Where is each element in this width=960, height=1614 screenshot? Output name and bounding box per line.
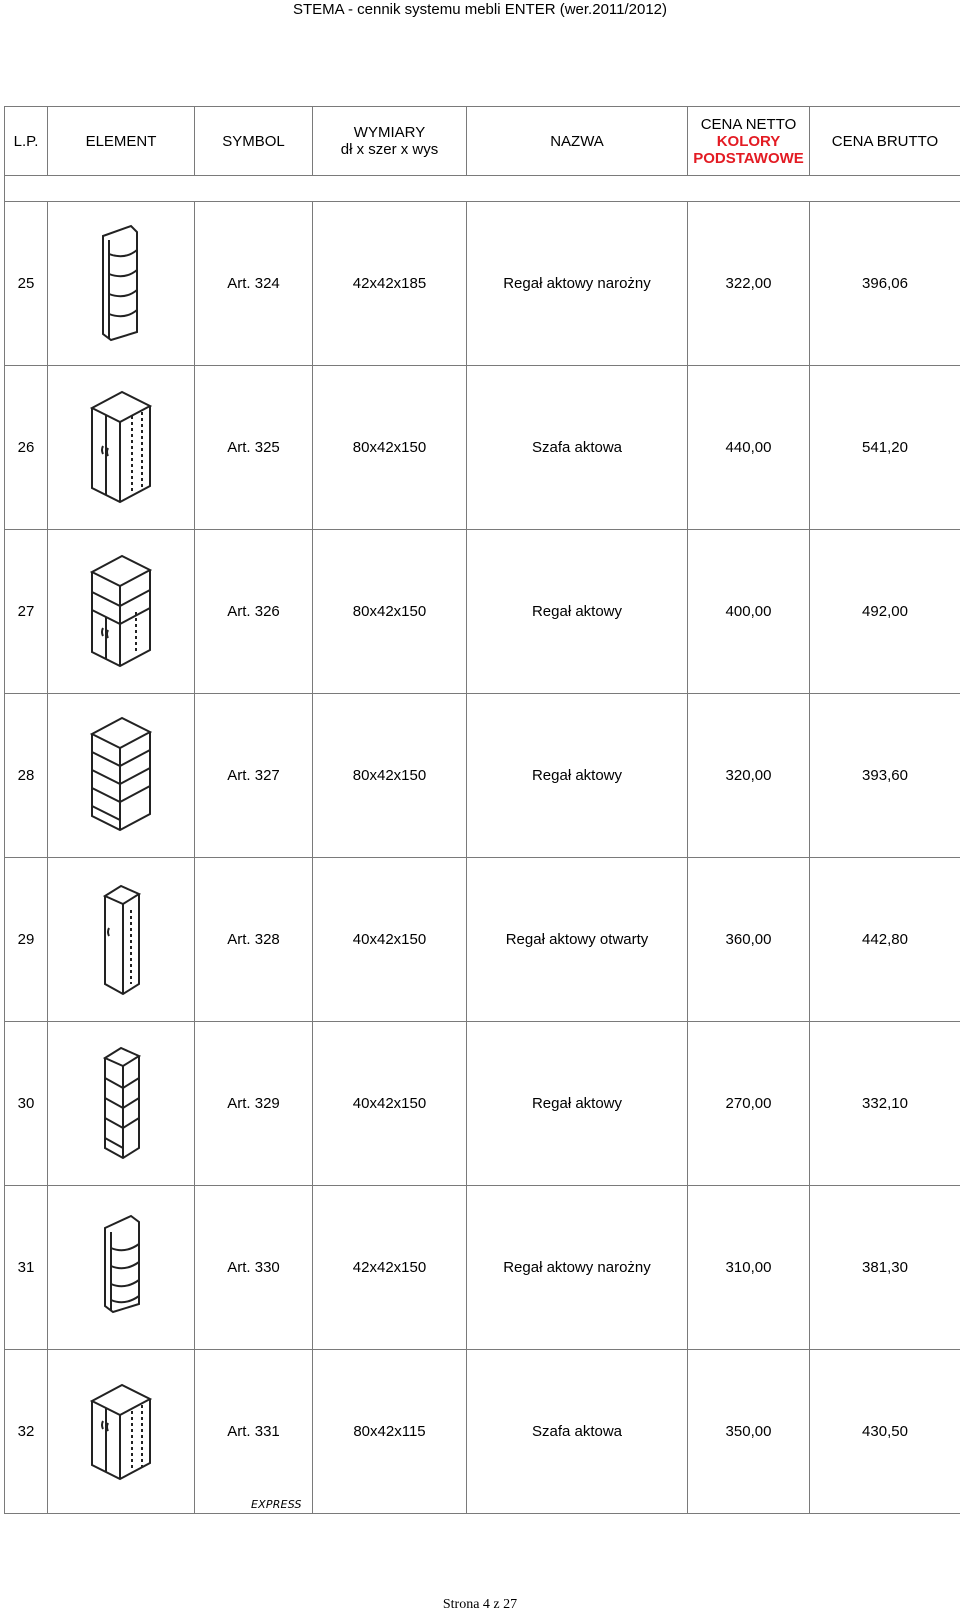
cell-netto: 400,00 bbox=[688, 530, 810, 694]
table-row bbox=[5, 1186, 960, 1350]
cell-nazwa: Regał aktowy narożny bbox=[467, 202, 688, 366]
cell-nazwa: Szafa aktowa bbox=[467, 1350, 688, 1514]
express-label: EXPRESS bbox=[251, 1498, 302, 1511]
wardrobe-two-door-icon bbox=[86, 388, 156, 508]
corner-shelf-short-icon bbox=[91, 1208, 151, 1328]
cell-wymiary: 80x42x150 bbox=[313, 530, 467, 694]
cell-wymiary: 80x42x115 bbox=[313, 1350, 467, 1514]
cell-lp: 28 bbox=[5, 694, 48, 858]
cell-wymiary: 80x42x150 bbox=[313, 694, 467, 858]
cell-netto: 350,00 bbox=[688, 1350, 810, 1514]
symbol-text: Art. 331 bbox=[227, 1423, 280, 1440]
cell-element bbox=[48, 530, 195, 694]
low-wardrobe-icon bbox=[86, 1377, 156, 1487]
table-row bbox=[5, 530, 960, 694]
cell-lp: 26 bbox=[5, 366, 48, 530]
cell-brutto: 430,50 bbox=[810, 1350, 960, 1514]
cell-element bbox=[48, 858, 195, 1022]
cell-nazwa: Regał aktowy narożny bbox=[467, 1186, 688, 1350]
price-table bbox=[4, 106, 960, 1514]
cell-netto: 270,00 bbox=[688, 1022, 810, 1186]
cell-element bbox=[48, 202, 195, 366]
cell-symbol bbox=[195, 1350, 313, 1514]
cell-brutto: 396,06 bbox=[810, 202, 960, 366]
cell-brutto: 381,30 bbox=[810, 1186, 960, 1350]
header-nazwa: NAZWA bbox=[467, 107, 688, 176]
table-row bbox=[5, 694, 960, 858]
cell-nazwa: Regał aktowy bbox=[467, 1022, 688, 1186]
header-wymiary-line1: WYMIARY bbox=[353, 124, 426, 141]
header-symbol: SYMBOL bbox=[195, 107, 313, 176]
spacer-cell bbox=[5, 176, 960, 202]
cell-nazwa: Regał aktowy bbox=[467, 694, 688, 858]
header-cena-netto-line1: CENA NETTO bbox=[700, 115, 797, 133]
cell-brutto: 442,80 bbox=[810, 858, 960, 1022]
cell-nazwa: Szafa aktowa bbox=[467, 366, 688, 530]
header-cena-netto bbox=[688, 107, 810, 176]
cell-symbol: Art. 324 bbox=[195, 202, 313, 366]
cell-element bbox=[48, 1350, 195, 1514]
cell-symbol: Art. 330 bbox=[195, 1186, 313, 1350]
narrow-bookshelf-icon bbox=[91, 1044, 151, 1164]
cell-lp: 32 bbox=[5, 1350, 48, 1514]
narrow-cabinet-door-icon bbox=[91, 880, 151, 1000]
spacer-row bbox=[5, 176, 960, 202]
cell-element bbox=[48, 366, 195, 530]
cell-netto: 310,00 bbox=[688, 1186, 810, 1350]
page-number: Strona 4 z 27 bbox=[442, 1597, 518, 1612]
cell-wymiary: 40x42x150 bbox=[313, 1022, 467, 1186]
cell-netto: 360,00 bbox=[688, 858, 810, 1022]
open-bookshelf-icon bbox=[86, 716, 156, 836]
cell-nazwa: Regał aktowy otwarty bbox=[467, 858, 688, 1022]
header-element: ELEMENT bbox=[48, 107, 195, 176]
header-wymiary-line2: dł x szer x wys bbox=[340, 141, 439, 158]
cell-element bbox=[48, 1186, 195, 1350]
header-wymiary bbox=[313, 107, 467, 176]
header-podstawowe: PODSTAWOWE bbox=[693, 149, 804, 167]
cell-brutto: 393,60 bbox=[810, 694, 960, 858]
cell-brutto: 541,20 bbox=[810, 366, 960, 530]
cell-netto: 322,00 bbox=[688, 202, 810, 366]
cell-lp: 31 bbox=[5, 1186, 48, 1350]
cell-nazwa: Regał aktowy bbox=[467, 530, 688, 694]
table-row bbox=[5, 1022, 960, 1186]
cell-symbol: Art. 325 bbox=[195, 366, 313, 530]
cell-lp: 30 bbox=[5, 1022, 48, 1186]
cell-symbol: Art. 328 bbox=[195, 858, 313, 1022]
cell-lp: 25 bbox=[5, 202, 48, 366]
cell-wymiary: 80x42x150 bbox=[313, 366, 467, 530]
table-header-row bbox=[5, 107, 960, 176]
cell-lp: 29 bbox=[5, 858, 48, 1022]
cell-brutto: 332,10 bbox=[810, 1022, 960, 1186]
header-lp: L.P. bbox=[5, 107, 48, 176]
table-row bbox=[5, 858, 960, 1022]
cell-wymiary: 40x42x150 bbox=[313, 858, 467, 1022]
document-title: STEMA - cennik systemu mebli ENTER (wer.2011/2012) bbox=[292, 1, 668, 18]
cell-wymiary: 42x42x185 bbox=[313, 202, 467, 366]
cell-netto: 440,00 bbox=[688, 366, 810, 530]
shelf-with-doors-icon bbox=[86, 552, 156, 672]
table-row bbox=[5, 1350, 960, 1514]
header-cena-brutto: CENA BRUTTO bbox=[810, 107, 960, 176]
cell-symbol: Art. 329 bbox=[195, 1022, 313, 1186]
cell-element bbox=[48, 1022, 195, 1186]
header-kolory: KOLORY bbox=[716, 132, 781, 150]
cell-symbol: Art. 327 bbox=[195, 694, 313, 858]
cell-wymiary: 42x42x150 bbox=[313, 1186, 467, 1350]
table-row bbox=[5, 202, 960, 366]
cell-element bbox=[48, 694, 195, 858]
cell-lp: 27 bbox=[5, 530, 48, 694]
table-row bbox=[5, 366, 960, 530]
corner-shelf-tall-icon bbox=[91, 224, 151, 344]
cell-netto: 320,00 bbox=[688, 694, 810, 858]
cell-symbol: Art. 326 bbox=[195, 530, 313, 694]
cell-brutto: 492,00 bbox=[810, 530, 960, 694]
